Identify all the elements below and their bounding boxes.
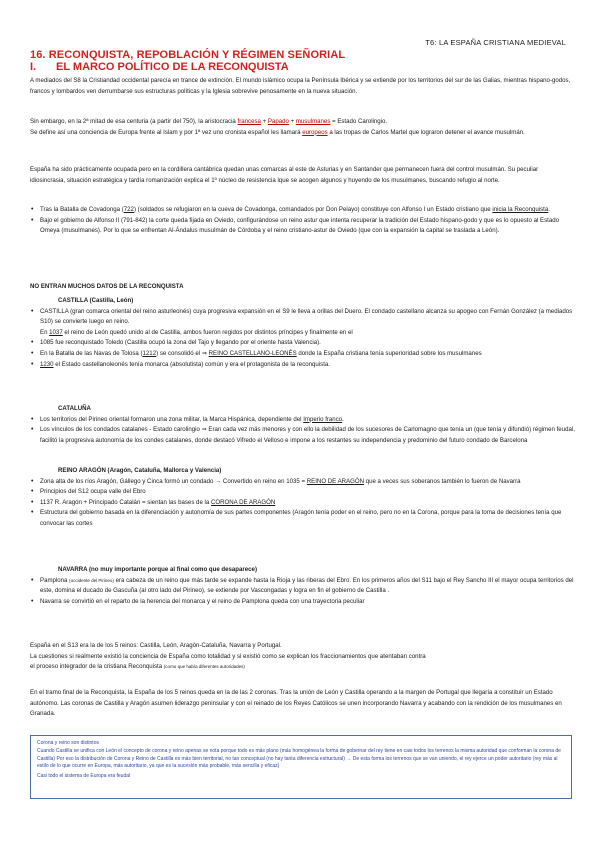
text-run: . <box>342 415 344 423</box>
page-title: 16. RECONQUISTA, REPOBLACIÓN Y RÉGIMEN SEÑORIAL <box>30 49 346 61</box>
heading-no-entran: NO ENTRAN MUCHOS DATOS DE LA RECONQUISTA <box>30 283 184 290</box>
text-run: Zona alta de los ríos Aragón, Gállego y Cinca formó un condado → Convertido en reino en 1035 = <box>40 477 307 485</box>
running-head: T6: LA ESPAÑA CRISTIANA MEDIEVAL <box>425 38 566 47</box>
text-run: Tras la Batalla de Covadonga ( <box>40 206 124 213</box>
section-aragon <box>30 466 575 530</box>
text-run: ) se consolidó el ⇒ <box>156 349 209 357</box>
underlined-term: Papado <box>267 118 289 125</box>
paragraph-carolingio <box>30 117 575 138</box>
year-label: 1037 <box>49 328 63 336</box>
list-item <box>30 349 575 360</box>
text-run: Sin embargo, en la 2ª mitad de esa centuria (a partir del 750), la aristocracia <box>30 118 238 125</box>
text-run: donde la España cristiana tenía superioridad sobre los musulmanes <box>296 349 482 357</box>
underlined-term: REINO CASTELLANO-LEONÉS <box>208 349 297 357</box>
list-item: • Bajo el gobierno de Alfonso II (791-842) la corte queda fijada en Oviedo, configurándose un reino astur que intenta recuperar la tradición del Estado hispano-godo y que es lo opuesto al Estado Omeya (musulmanes). Por lo que se enfrentan Al-Ándalus musulmán de Córdoba y el reino cristiano-astur de Oviedo (que con la expansión la capital se traslada a León). <box>30 216 575 237</box>
list-item: • CASTILLA (gran comarca oriental del reino asturleonés) cuya progresiva expansión en el S9 le lleva a orillas del Duero. El condado castellano alcanza su apogeo con Fernán González (a mediados S10) se convierte luego en reino. <box>30 307 575 328</box>
list-item: • Los vínculos de los condados catalanes - Estado carolingio ⇒ Eran cada vez más menores y con ello la debilidad de los sucesores de Carlomagno que tenía un (que tenía y difundió) régimen feudal, facilitó la progresiva autonomía de los condes catalanes, donde destacó Vifredo el Velloso e impone a los restantes su independencia y predominio del futuro condado de Barcelona <box>30 425 575 446</box>
subheading-navarra: NAVARRA (no muy importante porque al final como que desaparece) <box>58 566 257 573</box>
list-item <box>30 205 575 216</box>
list-item: • Navarra se convirtió en el reparto de la herencia del monarca y el reino de Pamplona queda con una trayectoria peculiar <box>30 597 575 608</box>
list-item <box>30 415 575 426</box>
paragraph-resistencia <box>30 165 575 186</box>
small-note: (occidente del Pirineo) <box>69 577 114 583</box>
text-run: el reino de León quedó unido al de Castilla, ambos fueron regidos por distintos príncipes y finalmente en el <box>62 328 353 336</box>
list-item: • 1085 fue reconquistado Toledo (Castilla ocupó la zona del Tajo y llegando por el oriente hasta Valencia). <box>30 338 575 349</box>
list-item <box>30 477 575 488</box>
underlined-term: inicia la Reconquista <box>492 206 549 213</box>
text-run: Se define así una conciencia de Europa frente al Islam y por 1ª vez uno cronista español les llamará <box>30 128 303 136</box>
year-label: 722 <box>123 206 134 213</box>
note-line: Corona y reino son distintos <box>37 740 99 746</box>
paragraph-dos-coronas <box>30 688 575 720</box>
list-item: • Principios del S12 ocupa valle del Ebro <box>30 487 575 498</box>
paragraph-line <box>30 117 575 128</box>
list-continuation <box>30 328 575 339</box>
section-castilla <box>30 296 575 370</box>
paragraph-line <box>30 128 575 139</box>
paragraph-cinco-reinos <box>30 641 575 673</box>
text-run: + <box>260 118 268 125</box>
section-number: I. <box>30 61 37 73</box>
subheading-cataluna: CATALUÑA <box>58 405 91 412</box>
text-run: era cabeza de un reino que más tarde se expande hasta la Rioja y las riberas del Ebro. En los primeros años del S11 bajo el Rey Sancho III el mayor ocupa territorios del este, domina el ducado de Gascuña (al otro lado del Pirineo), se extiende por Vascongadas y logra en fin el gobierno de Castilla . <box>40 576 574 595</box>
subheading-aragon: REINO ARAGÓN (Aragón, Cataluña, Mallorca y Valencia) <box>58 467 222 474</box>
text-run: Pamplona <box>40 576 70 584</box>
note-line: Cuando Castilla se unifica con León el concepto de corona y reino apenas se nota porque todo es más plano (más homogénea la forma de gobernar del rey tiene en casi todos los terrenos la misma autoridad que conforman la corona de Castilla) Por eso la distribución de Corona y Reino de Castilla es más bien territorial, no tan conceptual (no hay tanta diferencia estructural) → De esta forma los terrenos que se van uniendo, el rey ejerce un poder autoritario (rey más al estilo de lo que ocurre en Europa, más autoritario, ya que es la sucesión más probable, más sencilla y eficaz) <box>37 747 561 770</box>
underlined-term: CORONA DE ARAGÓN <box>210 498 276 506</box>
paragraph-intro <box>30 76 575 97</box>
paragraph-line: España en el S13 era la de los 5 reinos: Castilla, León, Aragón-Cataluña, Navarra y Portugal. <box>30 642 282 649</box>
text-run: ) (soldados se refugiaron en la cueva de Covadonga, comandados por Don Pelayo) constituye con Alfonso I un Estado cristiano que <box>133 206 493 213</box>
list-item <box>30 360 575 371</box>
text-run: que a veces sus soberanos también lo fueron de Navarra <box>364 477 521 485</box>
underlined-term: francesa <box>237 118 261 125</box>
section-navarra <box>30 565 575 607</box>
list-item: • Estructura del gobierno basada en la diferenciación y autonomía de sus partes componentes (Aragón tenía poder en el reino, pero no en la Corona, porque para la toma de decisiones tenía que convocar las cortes <box>30 508 575 529</box>
text-run: + <box>288 118 296 125</box>
text-run: Los territorios del Pirineo oriental formaron una zona militar, la Marca Hispánica, dependiente del <box>40 415 304 423</box>
underlined-term: musulmanes <box>295 118 331 125</box>
list-item <box>30 576 575 597</box>
paragraph-line: La cuestiones si realmente existió la conciencia de España como totalidad y si existió como se explican los fraccionamientos que atentaban contra <box>30 652 426 660</box>
underlined-term: europeos <box>302 128 328 136</box>
text-run: En <box>40 328 50 336</box>
text-run: a las tropas de Carlos Martel que lograron detener el avance musulmán. <box>327 128 525 136</box>
subheading-castilla: CASTILLA (Castilla, León) <box>58 297 134 304</box>
text-run: el Estado castellanoleonés tenía monarca (absolutista) común y era el protagonista de la reconquista. <box>53 360 330 368</box>
text-run: = Estado Carolingio. <box>330 118 388 125</box>
section-label: EL MARCO POLÍTICO DE LA RECONQUISTA <box>56 61 289 73</box>
text-run: En la Batalla de las Navas de Tolosa ( <box>40 349 143 357</box>
text-run: . <box>548 206 550 213</box>
section-cataluna <box>30 404 575 446</box>
small-note: (como que había diferentes autoridades) <box>163 664 245 670</box>
section-heading <box>30 61 289 73</box>
underlined-term: REINO DE ARAGÓN <box>306 477 364 485</box>
year-label: 1212 <box>142 349 157 357</box>
text-run: el proceso integrador de la cristiana Reconquista <box>30 663 164 671</box>
text-run: 1137 R. Aragón + Principado Catalán = sientan las bases de la <box>40 498 211 506</box>
paragraph-text: España ha sido prácticamente ocupada pero en la cordillera cantábrica quedan unas comarcas al este de Asturias y en Santander que permanecen fuera del control musulmán. Su peculiar idiosincrasia, situación estratégica y tardía romanización explica el 1º núcleo de resistencia lque se acogen algunos y huyendo de los musulmanes, buscando refugio al norte. <box>30 166 539 184</box>
paragraph-line <box>30 662 575 673</box>
underlined-term: Imperio franco <box>303 415 343 423</box>
note-line: Casi todo el sistema de Europa era feudal <box>37 773 131 780</box>
note-box <box>30 735 572 799</box>
list-item <box>30 498 575 509</box>
paragraph-text: A mediados del S8 la Cristiandad occidental parecía en trance de extinción. El mundo islámico ocupa la Península Ibérica y se extiende por los territorios del sur de las Galias, mientras hispano-godos, francos y lombardos ven derrumbarse sus estructuras políticas y la Iglesia sobrevive penosamente en la nueva situación. <box>30 77 571 95</box>
bullet-list-asturias <box>30 205 575 237</box>
year-label: 1230 <box>40 360 54 368</box>
paragraph-text: En el tramo final de la Reconquista, la España de los 5 reinos queda en la de las 2 coronas. Tras la unión de León y Castilla operando a la margen de Portugal que llegaría a constituir un Estado autónomo. Las coronas de Castilla y Aragón asumen liderazgo peninsular y con el reinado de los Reyes Católicos se unen incorporando Navarra y acabando con la rendición de los musulmanes en Granada. <box>30 689 562 718</box>
